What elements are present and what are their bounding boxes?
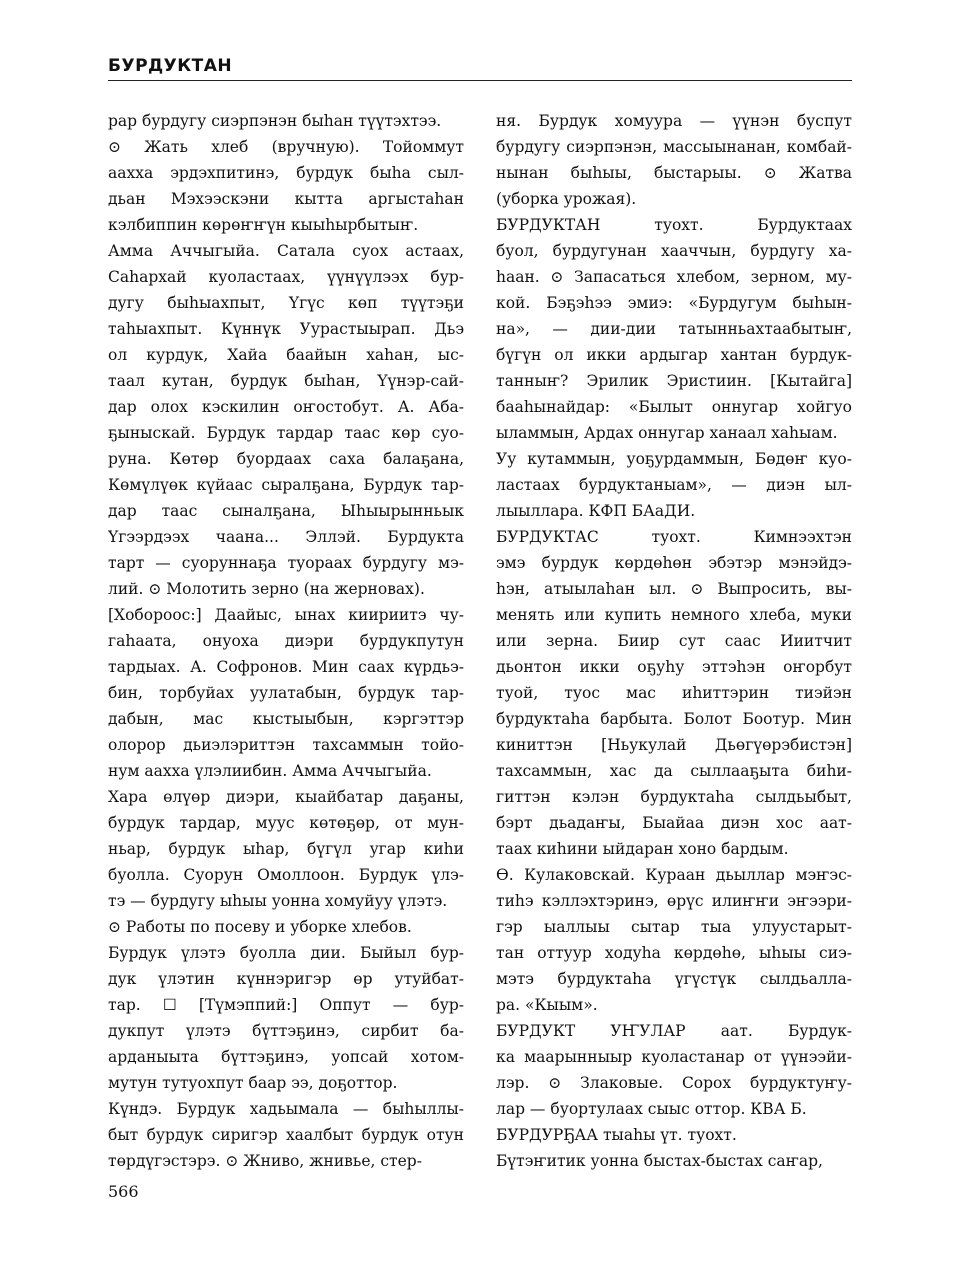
text-line: тардыах. А. Софронов. Мин саах күрдьэ- (108, 658, 464, 676)
text-line: таhыахпыт. Күннүк Уурастыырап. Дьэ (108, 320, 464, 338)
text-line: ка маарынныыр куоластанар от үүнээйи- (496, 1048, 852, 1066)
text-line: танныҥ? Эрилик Эристиин. [Кытайга] (496, 372, 852, 390)
text-line: Күндэ. Бурдук хадьымала — быhыллы- (108, 1100, 464, 1118)
header-rule (108, 80, 852, 81)
text-line: нынан быhыы, быстарыы. ⊙ Жатва (496, 164, 852, 182)
text-line: гэр ыаллыы сытар тыа улуустарыт- (496, 918, 852, 936)
text-line: Амма Аччыгыйа. Сатала суох астаах, (108, 242, 464, 260)
text-line: дар олох кэскилин оҥостобут. А. Аба- (108, 398, 464, 416)
text-line: лий. ⊙ Молотить зерно (на жерновах). (108, 580, 425, 598)
text-line: эмэ бурдук көрдөhөн эбэтэр мэнэйдэ- (496, 554, 852, 572)
text-line: менять или купить немного хлеба, муки (496, 606, 852, 624)
text-line: буол, бурдугунан хааччын, бурдугу ха- (496, 242, 852, 260)
text-line: рар бурдугу сиэрпэнэн быhан түүтэхтээ. (108, 112, 442, 130)
text-line: БУРДУКТ УҤУЛАР аат. Бурдук- (496, 1022, 852, 1040)
text-line: кэлбиппин көрөҥҥүн кыыhырбытыҥ. (108, 216, 419, 234)
page-number: 566 (108, 1182, 139, 1201)
text-line: ыламмын, Ардах оннугар ханаал хаhыам. (496, 424, 838, 442)
text-line: ластаах бурдуктаныам», — диэн ыл- (496, 476, 852, 494)
text-line: ньар, бурдук ыhар, бүгүл угар киhи (108, 840, 464, 858)
text-line: олорор дьиэлэриттэн тахсаммын тойо- (108, 736, 464, 754)
text-line: БУРДУКТАН туохт. Бурдуктаах (496, 216, 852, 234)
text-line: лыыллара. КФП БАаДИ. (496, 502, 696, 520)
text-line: таах киhини ыйдаран хоно бардым. (496, 840, 789, 858)
text-line: тарт — суоруннаҕа туораах бурдугу мэ- (108, 554, 464, 572)
text-line: БУРДУКТАС туохт. Кимнээхтэн (496, 528, 852, 546)
text-line: аахха эрдэхпитинэ, бурдук быhа сыл- (108, 164, 464, 182)
text-line: бэрт дьадаҥы, Быайаа диэн хос аат- (496, 814, 852, 832)
text-line: гаhаата, онуоха диэри бурдукпутун (108, 632, 464, 650)
text-line: БУРДУРҔАА тыаhы үт. туохт. (496, 1126, 737, 1144)
text-line: мутун тутуохпут баар ээ, доҕоттор. (108, 1074, 398, 1092)
left-column (108, 108, 464, 1174)
text-line: или зерна. Биир сут саас Ииитчит (496, 632, 852, 650)
text-line: руна. Көтөр буордаах саха балаҕана, (108, 450, 464, 468)
text-line: ҕыныскай. Бурдук тардар таас көр суо- (108, 424, 464, 442)
text-line: hэн, атыылаhан ыл. ⊙ Выпросить, вы- (496, 580, 852, 598)
running-head: БУРДУКТАН (108, 56, 233, 76)
text-line: Уу кутаммын, уоҕурдаммын, Бөдөҥ куо- (496, 450, 852, 468)
text-line: на», — дии-дии татынньахтаабытыҥ, (496, 320, 852, 338)
text-line: Саhархай куоластаах, үүнүүлээх бур- (108, 268, 464, 286)
text-line: ня. Бурдук хомуура — үүнэн буспут (496, 112, 852, 130)
text-line: бурдуктаhа барбыта. Болот Боотур. Мин (496, 710, 852, 728)
text-line: Бурдук үлэтэ буолла дии. Быйыл бур- (108, 944, 464, 962)
text-line: туой, туос мас иhиттэрин тиэйэн (496, 684, 852, 702)
text-line: бурдугу сиэрпэнэн, массыынанан, комбай- (496, 138, 852, 156)
text-line: лэр. ⊙ Злаковые. Сорох бурдуктуҥу- (496, 1074, 852, 1092)
text-line: ⊙ Работы по посеву и уборке хлебов. (108, 918, 412, 936)
text-line: ⊙ Жать хлеб (вручную). Тойоммут (108, 138, 464, 156)
text-line: лар — буортулаах сыыс оттор. КВА Б. (496, 1100, 807, 1118)
text-line: дук үлэтин күннэригэр өр утуйбат- (108, 970, 464, 988)
text-line: ол курдук, Хайа баайын хаhан, ыс- (108, 346, 464, 364)
text-line: дабын, мас кыстыыбын, кэргэттэр (108, 710, 464, 728)
text-line: [Хобороос:] Даайыс, ынах киириитэ чу- (108, 606, 464, 624)
text-line: Ө. Кулаковскай. Кураан дьыллар мэҥэс- (496, 866, 852, 884)
text-line: быт бурдук сиригэр хаалбыт бурдук отун (108, 1126, 464, 1144)
text-line: кой. Бэҕэhээ эмиэ: «Бурдугум быhын- (496, 294, 852, 312)
text-line: төрдүгэстэрэ. ⊙ Жниво, жнивье, стер- (108, 1152, 422, 1170)
text-line: нум аахха үлэлиибин. Амма Аччыгыйа. (108, 762, 432, 780)
text-line: тахсаммын, хас да сыллааҕыта биhи- (496, 762, 852, 780)
text-line: бүгүн ол икки ардыгар хантан бурдук- (496, 346, 852, 364)
text-line: бин, торбуйах уулатабын, бурдук тар- (108, 684, 464, 702)
text-line: ра. «Кыым». (496, 996, 598, 1014)
text-line: дьонтон икки оҕуhу эттэhэн оҥорбут (496, 658, 852, 676)
text-line: Үгээрдээх чаана... Эллэй. Бурдукта (108, 528, 464, 546)
text-line: бурдук тардар, муус көтөҕөр, от мун- (108, 814, 464, 832)
text-line: арданыыта бүттэҕинэ, уопсай хотом- (108, 1048, 464, 1066)
text-line: таал кутан, бурдук быhан, Үүнэр-сай- (108, 372, 464, 390)
text-line: дар таас сыналҕана, Ыhыырынньык (108, 502, 464, 520)
text-line: буолла. Суорун Омоллоон. Бурдук үлэ- (108, 866, 464, 884)
text-line: дугу быhыахпыт, Үгүс көп түүтэҕи (108, 294, 464, 312)
text-line: мэтэ бурдуктаhа үгүстүк сылдьаллa- (496, 970, 852, 988)
text-line: Хара өлүөр диэри, кыайбатар даҕаны, (108, 788, 464, 806)
text-line: тар. ☐ [Түмэппий:] Оппут — бур- (108, 996, 464, 1014)
text-line: дукпут үлэтэ бүттэҕинэ, сирбит ба- (108, 1022, 464, 1040)
text-line: hаан. ⊙ Запасаться хлебом, зерном, му- (496, 268, 852, 286)
text-line: тан оттуур ходуhа көрдөhө, ыhыы сиэ- (496, 944, 852, 962)
text-line: дьан Мэхээскэни кытта аргыстаhан (108, 190, 464, 208)
text-line: Көмүлүөк күйаас сыралҕана, Бурдук тар- (108, 476, 464, 494)
text-line: гиттэн кэлэн бурдуктаhа сылдьыбыт, (496, 788, 852, 806)
text-line: тиhэ кэллэхтэринэ, өрүс илиҥҥи эҥээри- (496, 892, 852, 910)
text-line: киниттэн [Ньукулай Дьөгүөрэбистэн] (496, 736, 852, 754)
text-line: (уборка урожая). (496, 190, 637, 208)
text-line: бааhынайдар: «Былыт оннугар хойгуо (496, 398, 852, 416)
text-line: Бүтэҥитик уонна быстах-быстах саҥар, (496, 1152, 823, 1170)
right-column (496, 108, 852, 1174)
text-line: тэ — бурдугу ыhыы уонна хомуйуу үлэтэ. (108, 892, 448, 910)
